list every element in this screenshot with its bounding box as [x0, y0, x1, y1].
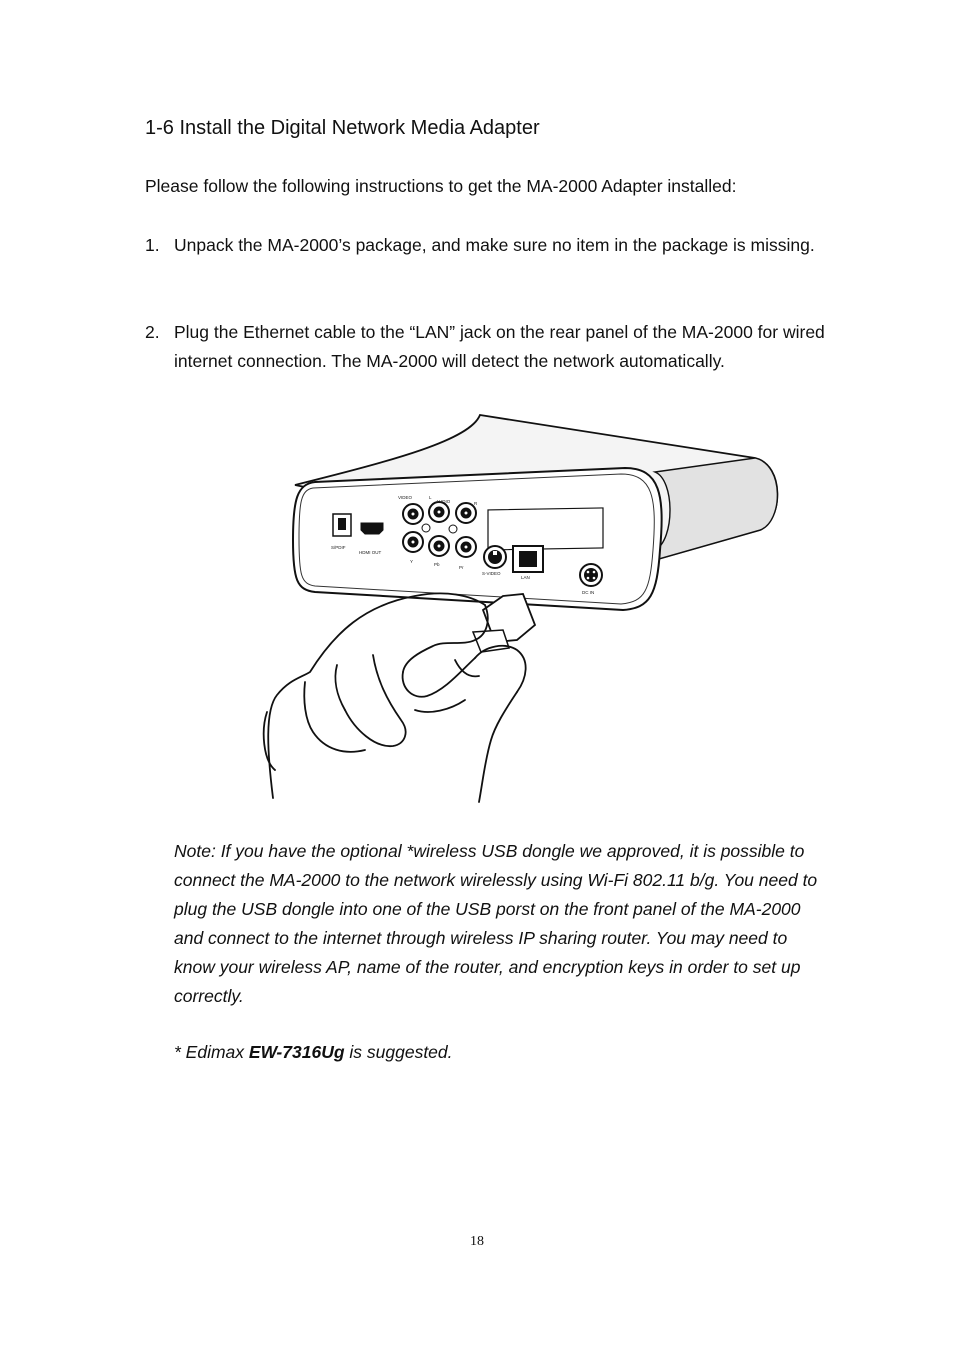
page-number: 18 — [470, 1234, 484, 1249]
y-label: Y — [410, 559, 414, 564]
section-heading: 1-6 Install the Digital Network Media Adapter — [145, 117, 540, 139]
hdmi-port-icon — [361, 523, 383, 534]
device-illustration — [255, 410, 790, 805]
audio-label: AUDIO — [436, 499, 451, 504]
note-paragraph: Note: If you have the optional *wireless USB dongle we approved, it is possible to connect the MA-2000 to the network wirelessly using Wi-Fi 802.11 b/g. You need to plug the USB dongle into one of the USB porst on the front panel of the MA-2000 and connect to the internet through wireless IP sharing router. You may need to know your wireless AP, name of the router, and encryption keys in order to set up correctly. — [174, 841, 818, 1006]
lan-label: LAN — [521, 575, 530, 580]
step-number: 2. — [145, 322, 160, 342]
pr-label: Pr — [459, 565, 464, 570]
suggestion-line — [174, 1042, 453, 1063]
suggestion-prefix: * Edimax — [174, 1042, 249, 1062]
ma-2000-rear-panel-figure — [255, 410, 790, 805]
step-number: 1. — [145, 235, 160, 255]
dc-in-label: DC IN — [582, 590, 595, 595]
suggested-model: EW-7316Ug — [248, 1042, 345, 1062]
step-text: Plug the Ethernet cable to the “LAN” jack on the rear panel of the MA-2000 for wired internet connection. The MA-2000 will detect the network automatically. — [174, 322, 825, 371]
audio-l-label: L — [429, 495, 432, 500]
video-label: VIDEO — [398, 495, 413, 500]
spdif-label: S/PDIF — [331, 545, 346, 550]
pb-label: Pb — [434, 562, 440, 567]
hand-icon — [264, 593, 526, 802]
step-2 — [145, 318, 825, 376]
audio-r-label: R — [474, 501, 478, 506]
suggestion-suffix: is suggested. — [344, 1042, 453, 1062]
step-1 — [145, 231, 825, 260]
hdmi-label: HDMI OUT — [359, 550, 382, 555]
step-text: Unpack the MA-2000’s package, and make sure no item in the package is missing. — [174, 235, 815, 255]
intro-paragraph: Please follow the following instructions to get the MA-2000 Adapter installed: — [145, 176, 737, 196]
svideo-label: S-VIDEO — [482, 571, 501, 576]
